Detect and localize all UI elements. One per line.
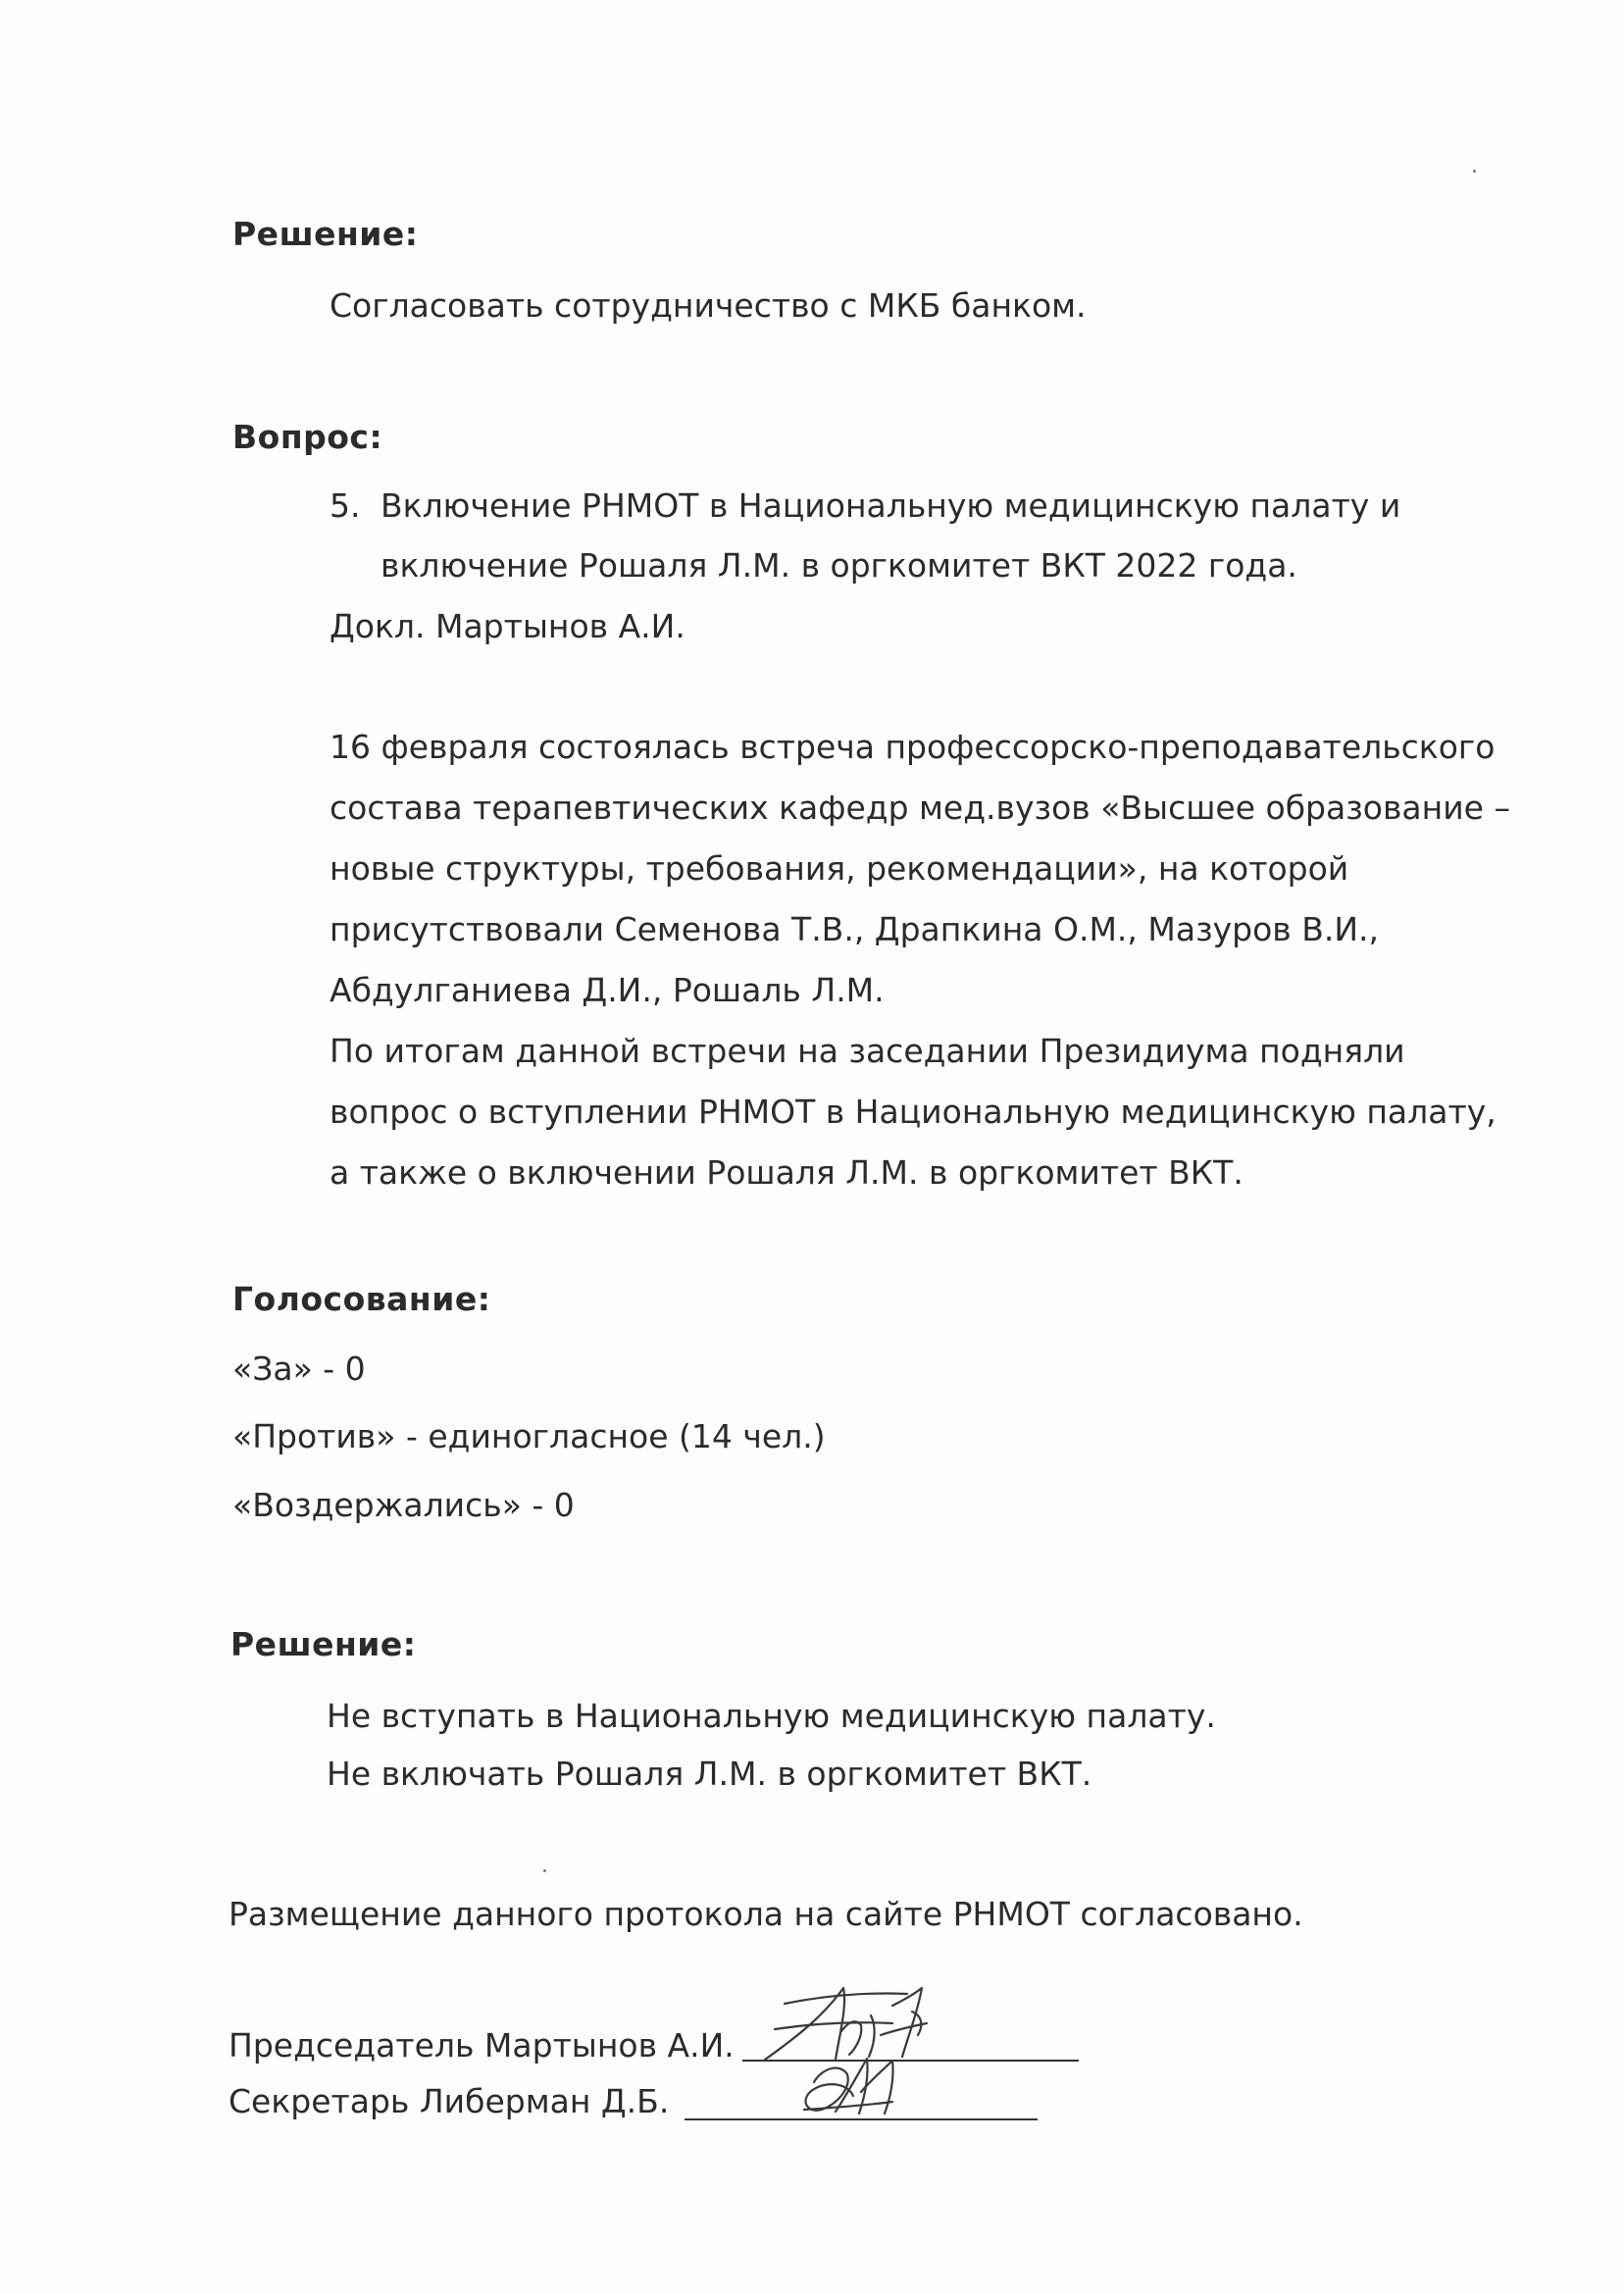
decision-heading: Решение: xyxy=(232,215,419,253)
vote-for: «За» - 0 xyxy=(232,1350,366,1388)
question-speaker: Докл. Мартынов А.И. xyxy=(330,607,685,645)
voting-heading: Голосование: xyxy=(232,1280,491,1318)
decision-text: Согласовать сотрудничество с МКБ банком. xyxy=(330,286,1087,325)
body-paragraph-line: состава терапевтических кафедр мед.вузов «Высшее образование – xyxy=(330,789,1510,827)
body-paragraph-line: По итогам данной встречи на заседании Президиума подняли xyxy=(330,1032,1405,1070)
scan-speck xyxy=(1473,170,1476,173)
body-paragraph-line: вопрос о вступлении РНМОТ в Национальную медицинскую палату, xyxy=(330,1093,1497,1131)
secretary-signature-label: Секретарь Либерман Д.Б. xyxy=(228,2082,670,2120)
decision-line: Не включать Рошаля Л.М. в оргкомитет ВКТ. xyxy=(327,1755,1092,1793)
question-item-line-1: Включение РНМОТ в Национальную медицинскую палату и xyxy=(381,486,1401,525)
chair-signature-label: Председатель Мартынов А.И. xyxy=(228,2026,735,2065)
body-paragraph-line: новые структуры, требования, рекомендации», на которой xyxy=(330,849,1349,888)
vote-abstained: «Воздержались» - 0 xyxy=(232,1486,575,1524)
handwritten-signatures xyxy=(745,1966,1040,2133)
question-item-number: 5. xyxy=(330,486,361,525)
publication-note: Размещение данного протокола на сайте РНМОТ согласовано. xyxy=(228,1895,1303,1933)
question-item-line-2: включение Рошаля Л.М. в оргкомитет ВКТ 2022 года. xyxy=(381,546,1297,585)
decision-heading: Решение: xyxy=(230,1625,417,1663)
body-paragraph-line: присутствовали Семенова Т.В., Драпкина О.М., Мазуров В.И., xyxy=(330,910,1380,948)
question-heading: Вопрос: xyxy=(232,418,383,456)
scan-speck xyxy=(543,1869,546,1872)
decision-line: Не вступать в Национальную медицинскую палату. xyxy=(327,1697,1216,1735)
body-paragraph-line: Абдулганиева Д.И., Рошаль Л.М. xyxy=(330,971,885,1009)
body-paragraph-line: а также о включении Рошаля Л.М. в оргкомитет ВКТ. xyxy=(330,1153,1243,1192)
vote-against: «Против» - единогласное (14 чел.) xyxy=(232,1417,826,1455)
body-paragraph-line: 16 февраля состоялась встреча профессорско-преподавательского xyxy=(330,728,1496,766)
